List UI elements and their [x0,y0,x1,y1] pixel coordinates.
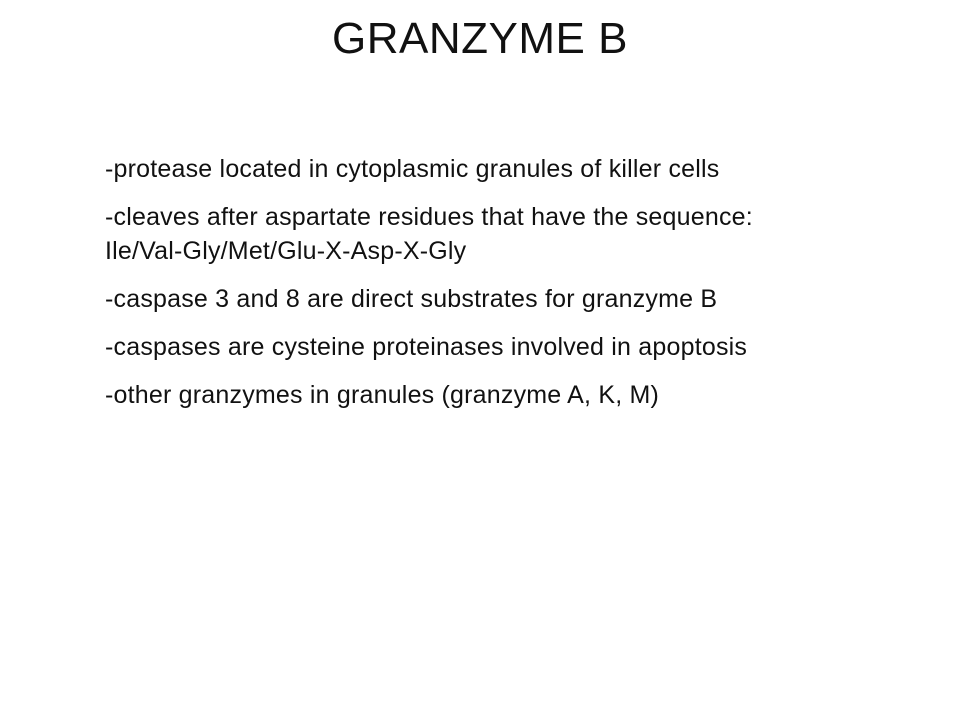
bullet-item: -caspases are cysteine proteinases involved in apoptosis [105,333,748,361]
bullet-item: -other granzymes in granules (granzyme A, K, M) [105,381,660,409]
bullet-item: -protease located in cytoplasmic granules of killer cells [105,155,720,183]
slide-title: GRANZYME B [332,14,628,63]
bullet-item: -caspase 3 and 8 are direct substrates for granzyme B [105,285,718,313]
bullet-item: -cleaves after aspartate residues that have the sequence: Ile/Val-Gly/Met/Glu-X-Asp-X-Gly [105,203,753,265]
bullet-list [105,152,835,426]
